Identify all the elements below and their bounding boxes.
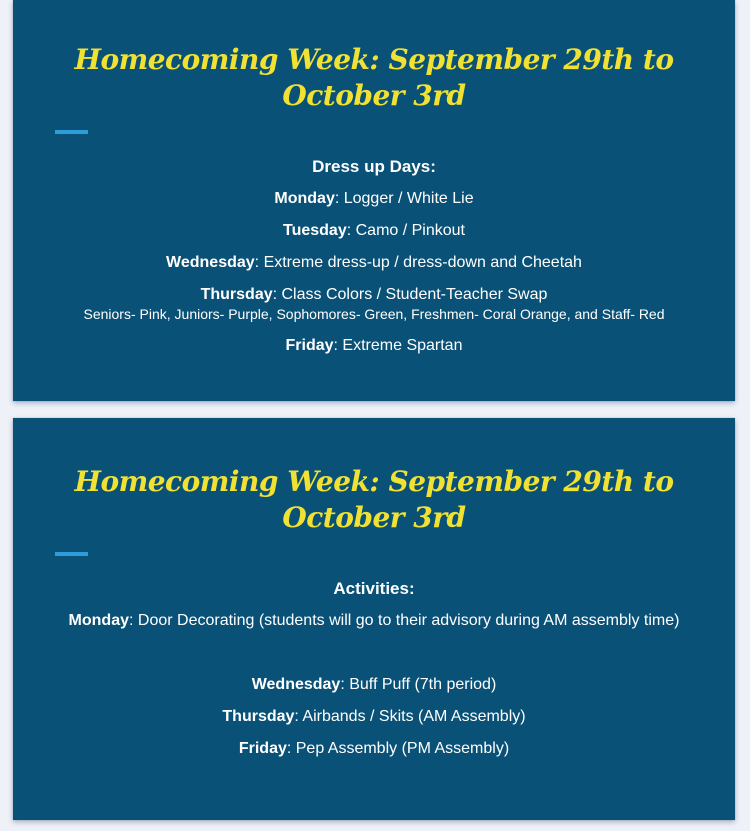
title-accent-line xyxy=(55,130,88,134)
section-heading: Dress up Days: xyxy=(312,157,436,176)
schedule-line-wednesday xyxy=(13,255,735,271)
day-label: Monday xyxy=(68,612,129,629)
day-detail: : Logger / White Lie xyxy=(334,190,474,207)
schedule-line-friday xyxy=(13,338,735,354)
announcement-card-dress-up-days[interactable] xyxy=(13,0,735,401)
card-title: Homecoming Week: September 29th to October 3rd xyxy=(74,465,674,534)
day-detail: : Pep Assembly (PM Assembly) xyxy=(286,740,510,757)
schedule-line-monday xyxy=(13,191,735,207)
day-detail: : Class Colors / Student-Teacher Swap xyxy=(272,286,548,303)
card-title: Homecoming Week: September 29th to October 3rd xyxy=(74,43,674,112)
day-detail: : Camo / Pinkout xyxy=(346,222,465,239)
section-heading: Activities: xyxy=(333,579,415,598)
class-colors-detail: Seniors- Pink, Juniors- Purple, Sophomores- Green, Freshmen- Coral Orange, and Staff- Red xyxy=(83,306,665,322)
blank-spacer-line xyxy=(13,645,735,661)
announcement-card-activities[interactable] xyxy=(13,418,735,820)
day-label: Wednesday xyxy=(166,254,255,271)
day-label: Thursday xyxy=(200,286,273,303)
schedule-line-monday xyxy=(13,613,735,629)
day-label: Monday xyxy=(274,190,335,207)
title-accent-line xyxy=(55,552,88,556)
day-label: Tuesday xyxy=(282,222,347,239)
day-detail: : Extreme Spartan xyxy=(333,337,463,354)
day-detail: : Door Decorating (students will go to their advisory during AM assembly time) xyxy=(129,612,680,629)
day-detail: : Extreme dress-up / dress-down and Cheetah xyxy=(254,254,582,271)
day-detail: : Buff Puff (7th period) xyxy=(340,676,497,693)
schedule-line-thursday xyxy=(13,709,735,725)
day-label: Friday xyxy=(238,740,287,757)
day-label: Wednesday xyxy=(251,676,341,693)
day-label: Friday xyxy=(285,337,334,354)
schedule-line-thursday xyxy=(13,287,735,303)
schedule-line-tuesday xyxy=(13,223,735,239)
schedule-line-wednesday xyxy=(13,677,735,693)
day-label: Thursday xyxy=(222,708,295,725)
schedule-line-friday xyxy=(13,741,735,757)
day-detail: : Airbands / Skits (AM Assembly) xyxy=(294,708,526,725)
